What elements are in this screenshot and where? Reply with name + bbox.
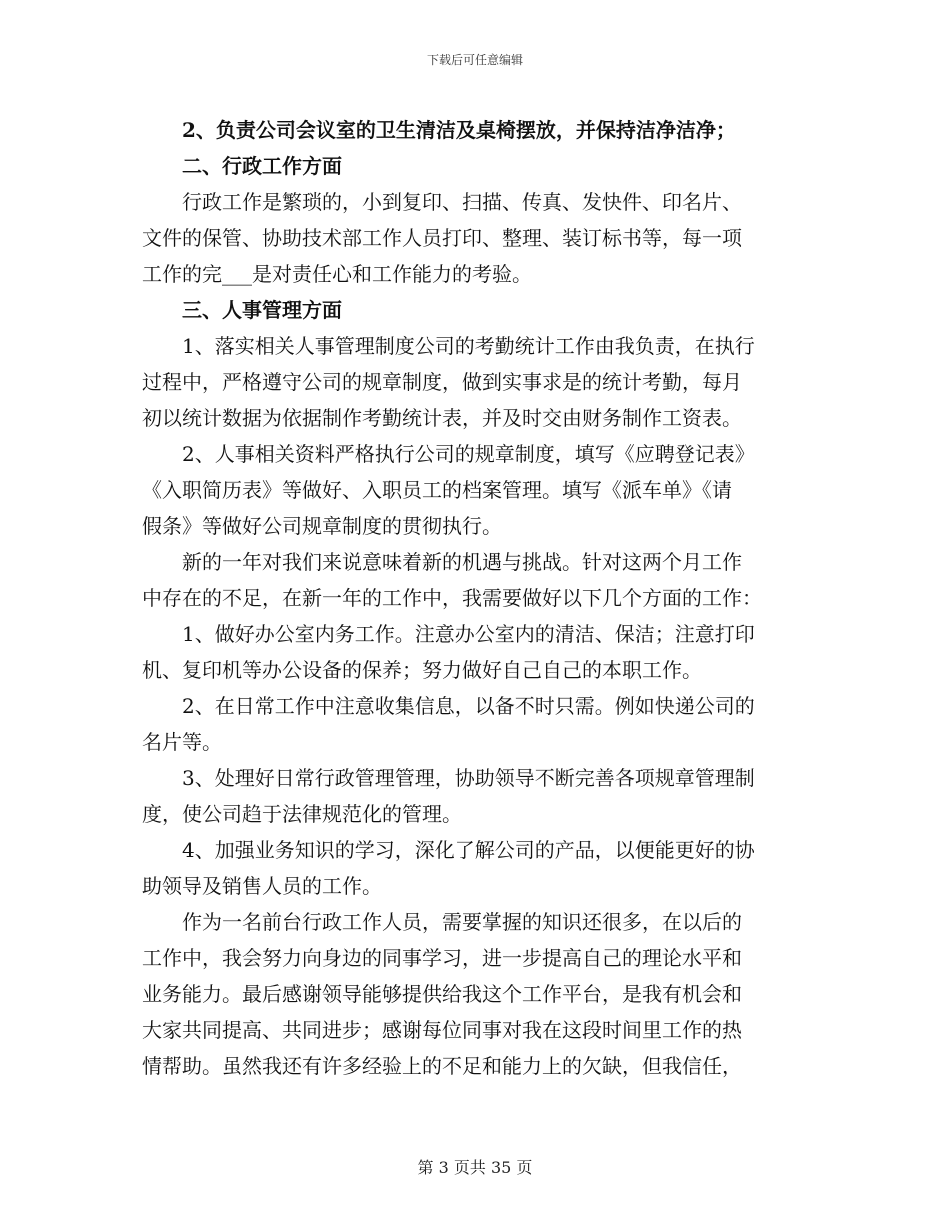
page-number: 第 3 页共 35 页	[417, 1158, 533, 1177]
text-line: 2、在日常工作中注意收集信息，以备不时只需。例如快递公司的	[142, 694, 755, 718]
section-heading	[142, 112, 810, 148]
paragraph	[142, 616, 810, 688]
text-line: 机、复印机等办公设备的保养；努力做好自己自己的本职工作。	[142, 658, 702, 682]
text-line: 行政工作是繁琐的，小到复印、扫描、传真、发快件、印名片、	[142, 190, 742, 214]
page-header: 下载后可任意编辑	[426, 53, 523, 67]
paragraph	[142, 184, 810, 292]
text-line: 新的一年对我们来说意味着新的机遇与挑战。针对这两个月工作	[142, 550, 742, 574]
text-line: 4、加强业务知识的学习，深化了解公司的产品，以便能更好的协	[142, 838, 755, 862]
text-line: 文件的保管、协助技术部工作人员打印、整理、装订标书等，每一项	[142, 226, 742, 250]
text-line: 1、做好办公室内务工作。注意办公室内的清洁、保洁；注意打印	[142, 622, 755, 646]
text-line: 名片等。	[142, 730, 222, 754]
text-line: 初以统计数据为依据制作考勤统计表，并及时交由财务制作工资表。	[142, 406, 742, 430]
section-heading	[142, 292, 810, 328]
text-line: 1、落实相关人事管理制度公司的考勤统计工作由我负责，在执行	[142, 334, 755, 358]
document-body	[142, 112, 810, 1084]
text-line: 度，使公司趋于法律规范化的管理。	[142, 802, 462, 826]
paragraph	[142, 328, 810, 436]
text-line: 二、行政工作方面	[142, 154, 342, 178]
paragraph	[142, 688, 810, 760]
paragraph	[142, 904, 810, 1084]
text-line: 工作的完___是对责任心和工作能力的考验。	[142, 262, 532, 286]
text-line: 中存在的不足，在新一年的工作中，我需要做好以下几个方面的工作：	[142, 586, 762, 610]
paragraph	[142, 436, 810, 544]
text-line: 作为一名前台行政工作人员，需要掌握的知识还很多，在以后的	[142, 910, 742, 934]
text-line: 2、人事相关资料严格执行公司的规章制度，填写《应聘登记表》	[142, 442, 755, 466]
paragraph	[142, 832, 810, 904]
text-line: 《入职简历表》等做好、入职员工的档案管理。填写《派车单》《请	[142, 478, 732, 502]
text-line: 过程中，严格遵守公司的规章制度，做到实事求是的统计考勤，每月	[142, 370, 742, 394]
text-line: 大家共同提高、共同进步；感谢每位同事对我在这段时间里工作的热	[142, 1018, 742, 1042]
text-line: 工作中，我会努力向身边的同事学习，进一步提高自己的理论水平和	[142, 946, 742, 970]
text-line: 助领导及销售人员的工作。	[142, 874, 382, 898]
text-line: 业务能力。最后感谢领导能够提供给我这个工作平台，是我有机会和	[142, 982, 742, 1006]
paragraph	[142, 760, 810, 832]
section-heading	[142, 148, 810, 184]
text-line: 2、负责公司会议室的卫生清洁及桌椅摆放，并保持洁净洁净；	[142, 118, 736, 142]
text-line: 3、处理好日常行政管理管理，协助领导不断完善各项规章管理制	[142, 766, 755, 790]
paragraph	[142, 544, 810, 616]
text-line: 假条》等做好公司规章制度的贯彻执行。	[142, 514, 502, 538]
text-line: 情帮助。虽然我还有许多经验上的不足和能力上的欠缺，但我信任，	[142, 1054, 742, 1078]
text-line: 三、人事管理方面	[142, 298, 342, 322]
